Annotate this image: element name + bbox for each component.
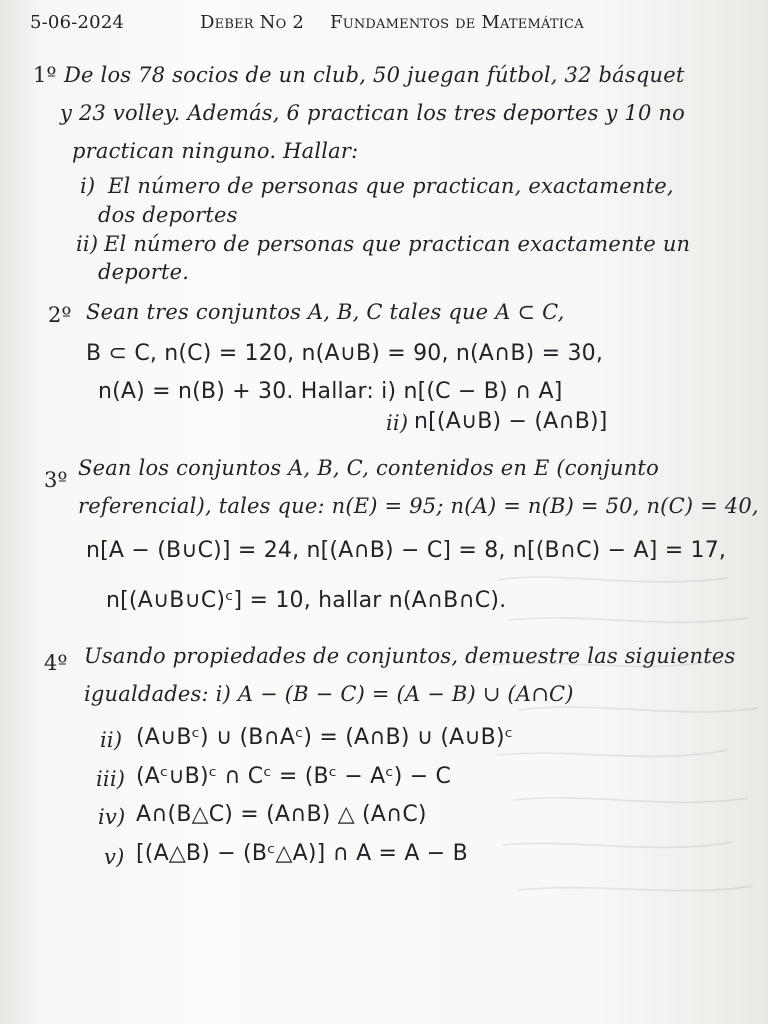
problem-1-line-3: practican ninguno. Hallar:	[72, 139, 359, 163]
problem-3-line-3: n[A − (B∪C)] = 24, n[(A∩B) − C] = 8, n[(B∩C) − A] = 17,	[86, 538, 727, 563]
problem-1-part-ii-label: ii)	[76, 232, 99, 256]
problem-4-part-iii: (Aᶜ∪B)ᶜ ∩ Cᶜ = (Bᶜ − Aᶜ) − C	[136, 764, 452, 789]
problem-3-line-4: n[(A∪B∪C)ᶜ] = 10, hallar n(A∩B∩C).	[106, 588, 507, 613]
problem-2-part-ii-label: ii)	[386, 411, 409, 435]
bleed-through-marks	[478, 560, 768, 940]
assignment-title: Deber No 2	[200, 12, 305, 33]
problem-3-line-1: Sean los conjuntos A, B, C, contenidos en E (conjunto	[78, 456, 659, 480]
problem-1-part-i-label: i)	[80, 174, 96, 198]
problem-2-part-ii: n[(A∪B) − (A∩B)]	[414, 409, 608, 434]
problem-1-part-ii-line-2: deporte.	[98, 260, 190, 284]
problem-4-part-v: [(A△B) − (Bᶜ△A)] ∩ A = A − B	[136, 841, 468, 866]
problem-3-number: 3º	[44, 468, 68, 492]
problem-4-line-2: igualdades: i) A − (B − C) = (A − B) ∪ (A∩C)	[84, 682, 574, 706]
problem-2-line-3: n(A) = n(B) + 30. Hallar: i) n[(C − B) ∩ A]	[98, 379, 563, 404]
course-title: Fundamentos de Matemática	[330, 12, 584, 33]
problem-1-line-2: y 23 volley. Además, 6 practican los tres deportes y 10 no	[60, 101, 685, 125]
problem-4-part-v-label: v)	[104, 845, 125, 869]
date: 5-06-2024	[30, 12, 125, 33]
problem-2-number: 2º	[48, 303, 72, 327]
problem-1-part-i-line-2: dos deportes	[98, 203, 238, 227]
problem-4-part-ii-label: ii)	[100, 728, 123, 752]
problem-4-part-iv: A∩(B△C) = (A∩B) △ (A∩C)	[136, 802, 427, 827]
problem-2-line-1: Sean tres conjuntos A, B, C tales que A ⊂ C,	[86, 300, 565, 324]
problem-1-part-ii-line-1: El número de personas que practican exactamente un	[104, 232, 691, 256]
problem-1-number: 1º	[33, 63, 57, 87]
problem-1-line-1: De los 78 socios de un club, 50 juegan fútbol, 32 básquet	[64, 63, 685, 87]
problem-4-number: 4º	[44, 651, 68, 675]
problem-4-part-iv-label: iv)	[98, 805, 126, 829]
problem-2-line-2: B ⊂ C, n(C) = 120, n(A∪B) = 90, n(A∩B) = 30,	[86, 341, 604, 366]
problem-4-line-1: Usando propiedades de conjuntos, demuestre las siguientes	[84, 644, 736, 668]
problem-4-part-ii: (A∪Bᶜ) ∪ (B∩Aᶜ) = (A∩B) ∪ (A∪B)ᶜ	[136, 725, 514, 750]
problem-4-part-iii-label: iii)	[96, 767, 126, 791]
problem-3-line-2: referencial), tales que: n(E) = 95; n(A) = n(B) = 50, n(C) = 40,	[78, 494, 759, 518]
problem-1-part-i-line-1: El número de personas que practican, exactamente,	[108, 174, 674, 198]
